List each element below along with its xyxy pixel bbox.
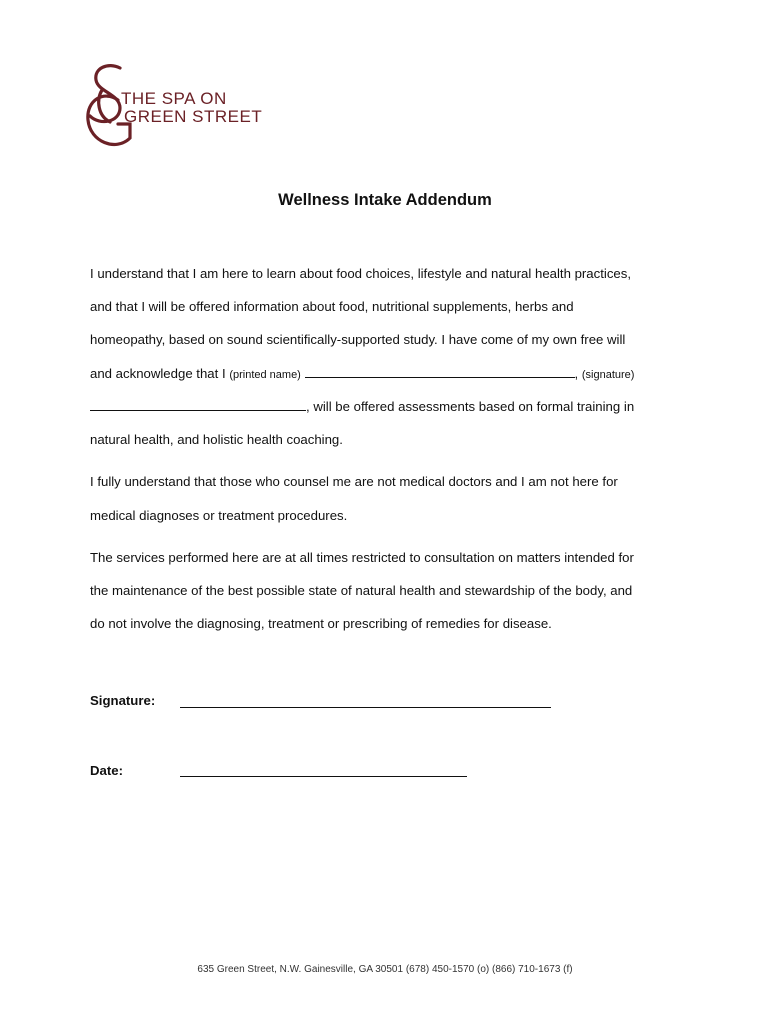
footer-address: 635 Green Street, N.W. Gainesville, GA 30501 (678) 450-1570 (o) (866) 710-1673 (f) — [197, 964, 573, 975]
spa-logo — [80, 60, 280, 155]
para1-line4 — [90, 366, 634, 383]
para1-line4-start: and acknowledge that I — [90, 366, 230, 381]
para2-line2: medical diagnoses or treatment procedures. — [90, 508, 348, 523]
para1-line5 — [90, 399, 634, 415]
para3-line2: the maintenance of the best possible state of natural health and stewardship of the body, and — [90, 583, 633, 598]
signature-label: Signature: — [90, 693, 156, 708]
para1-line1: I understand that I am here to learn about food choices, lifestyle and natural health practices, — [90, 266, 632, 281]
date-field[interactable] — [180, 776, 467, 777]
para1-line6: natural health, and holistic health coaching. — [90, 432, 343, 447]
logo-text-line2: GREEN STREET — [124, 107, 263, 126]
date-label: Date: — [90, 763, 123, 778]
para1-line5-text: , will be offered assessments based on formal training in — [306, 399, 635, 414]
document-title: Wellness Intake Addendum — [278, 191, 492, 209]
printed-name-label: (printed name) — [229, 369, 301, 381]
para3-line1: The services performed here are at all times restricted to consultation on matters intended for — [90, 550, 634, 565]
para1-line4-sep: , — [574, 366, 582, 381]
logo-text-line1: THE SPA ON — [121, 89, 227, 108]
signature-inline-label: (signature) — [581, 369, 635, 381]
signature-field[interactable] — [180, 707, 551, 708]
printed-name-blank[interactable] — [305, 367, 575, 378]
para1-line2: and that I will be offered information about food, nutritional supplements, herbs and — [90, 299, 574, 314]
para3-line3: do not involve the diagnosing, treatment or prescribing of remedies for disease. — [90, 616, 552, 631]
para1-line3: homeopathy, based on sound scientifically-supported study. I have come of my own free will — [90, 332, 626, 347]
signature-inline-blank[interactable] — [90, 400, 306, 411]
para2-line1: I fully understand that those who counsel me are not medical doctors and I am not here for — [90, 474, 618, 489]
